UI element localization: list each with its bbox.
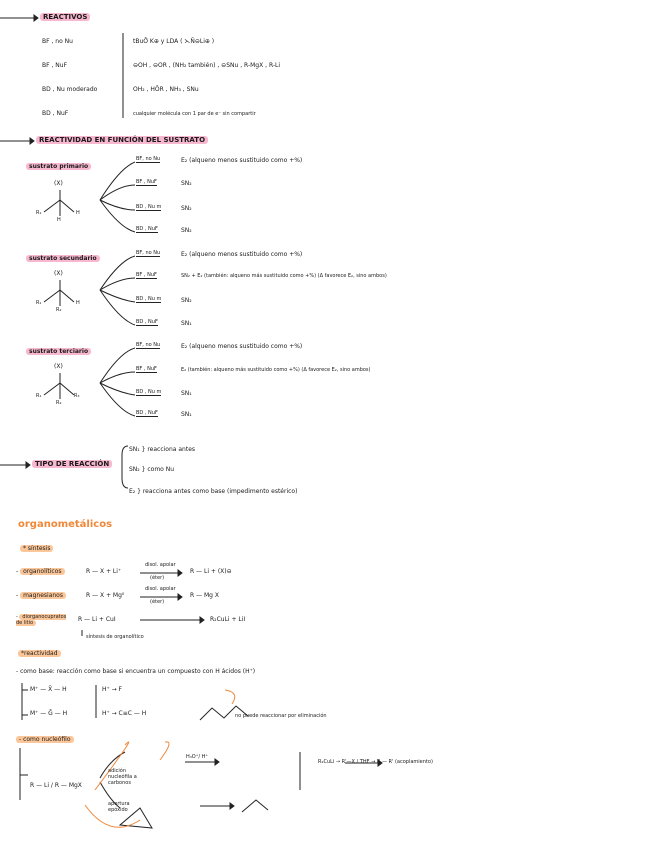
reactivos-reagents-1: tBuŌ̄ K⊕ y LDA ( ⋋N̄⊖Li⊕ ) [133,38,215,45]
sintesis-eq-2: R — X + Mg⁰ [86,592,125,599]
reactivos-label-4: BD , NuF [42,110,69,117]
reactividad-title: REACTIVIDAD EN FUNCIÓN DEL SUSTRATO [36,136,208,144]
group-2-sub-3: H [76,300,80,306]
group-1-result-1: E₂ (alqueno menos sustituido como +%) [181,157,303,164]
tipo-text-1: reacciona antes [147,446,196,453]
group-3-sub-3: R₃ [74,393,80,399]
sintesis-note: síntesis de organolítico [86,634,144,640]
group-1-result-4: SN₂ [181,227,192,234]
nu-item-2: adición nucleófila a carbonos [108,768,137,786]
group-2-key-2: BF , NuF [136,272,157,278]
group-2-name: sustrato secundario [26,255,100,262]
base-item-1: M⁺ — X̄ — H [30,686,67,693]
base-note: no puede reaccionar por eliminación [235,713,327,719]
group-2-sub-1: R₁ [36,300,42,306]
reactivos-reagents-4: cualquier molécula con 1 par de e⁻ sin compartir [133,111,256,117]
group-3-sub-2: R₂ [56,400,62,406]
group-1-key-3: BD , Nu m [136,204,162,210]
sintesis-product-2: R — Mg X [190,592,219,599]
group-1-sub-1: R₁ [36,210,42,216]
sintesis-label-2: magnesianos [20,592,66,599]
tipo-title: TIPO DE REACCIÓN [32,460,112,468]
reactivos-label-1: BF , no Nu [42,38,73,45]
group-2-x: (X) [54,270,63,277]
nu-item-3: apertura epóxido [108,801,130,813]
group-2-result-4: SN₁ [181,320,192,327]
nu-item-1: R — Li / R — MgX [30,782,82,789]
tipo-key-2: SN₂ [129,466,140,473]
group-3-key-2: BF , NuF [136,366,157,372]
nu-title: - como nucleófilo [16,736,74,743]
tipo-text-3: reacciona antes como base (impedimento estérico) [142,488,298,495]
reactivos-title: REACTIVOS [40,13,90,21]
sintesis-arrow-top-1: disol. apolar [145,562,176,568]
group-3-sub-1: R₁ [36,393,42,399]
nu-item-4: H₃O⁺/ H⁺ [186,754,209,760]
reactivos-label-3: BD , Nu moderado [42,86,98,93]
group-1-key-2: BF , NuF [136,179,157,185]
tipo-key-3: E₂ [129,488,136,495]
group-3-x: (X) [54,363,63,370]
group-1-key-4: BD , NuF [136,226,158,232]
group-1-result-3: SN₂ [181,205,192,212]
group-3-key-4: BD , NuF [136,410,158,416]
tipo-key-1: SN₁ [129,446,140,453]
reactividad-org-title: *reactividad [18,650,61,657]
group-3-key-1: BF, no Nu [136,342,161,348]
group-3-result-3: SN₁ [181,390,192,397]
reactivos-label-2: BF , NuF [42,62,68,69]
group-2-key-3: BD , Nu m [136,296,162,302]
base-item-4: H⁺ → C≡C — H [102,710,147,717]
sintesis-product-1: R — Li + (X)⊖ [190,568,232,575]
group-2-key-1: BF, no Nu [136,250,161,256]
sintesis-arrow-bottom-1: (éter) [150,575,165,581]
group-1-name: sustrato primario [26,163,91,170]
sintesis-arrow-bottom-2: (éter) [150,599,165,605]
sintesis-product-3: R₂CuLi + LiI [210,616,246,623]
sintesis-arrow-top-2: disol. apolar [145,586,176,592]
group-3-result-4: SN₁ [181,411,192,418]
base-item-3: H⁺ → F [102,686,122,693]
group-3-key-3: BD , Nu m [136,389,162,395]
group-1-sub-2: H [57,217,61,223]
group-2-result-3: SN₂ [181,297,192,304]
group-2-sub-2: R₂ [56,307,62,313]
sintesis-eq-3: R — Li + CuI [78,616,116,623]
base-title: - como base: reacción como base si encuentra un compuesto con H ácidos (H⁺) [16,668,256,675]
sintesis-label-3: diorganocupratos de litio [16,614,67,626]
sintesis-label-1: organolíticos [20,568,64,575]
sintesis-title: * síntesis [20,545,53,552]
group-1-sub-3: H [76,210,80,216]
group-2-result-2: SN₂ + E₂ (también: alqueno más sustituido como +%) (Δ favorece E₂, sino ambos) [181,273,387,279]
group-3-result-2: E₂ (también: alqueno más sustituido como +%) (Δ favorece E₂, sino ambos) [181,367,371,373]
group-1-key-1: BF, no Nu [136,156,161,162]
group-2-key-4: BD , NuF [136,319,158,325]
organometalicos-title: organometálicos [18,519,113,530]
sintesis-eq-1: R — X + Li⁺ [86,568,122,575]
reactivos-reagents-2: ⊖OH , ⊖OR , (NH₂ también) , ⊖SNu , R-MgX , R-Li [133,62,281,69]
tipo-text-2: como Nu [147,466,175,473]
group-3-name: sustrato terciario [26,348,91,355]
base-item-2: M⁺ — Ḡ — H [30,710,68,717]
reactivos-reagents-3: OH₂ , HŌR , NH₃ , SNu [133,86,199,93]
group-2-result-1: E₂ (alqueno menos sustituido como +%) [181,251,303,258]
nu-item-5: R₂CuLi → R'—X / THF → R — R' (acoplamiento) [318,759,433,765]
group-1-result-2: SN₂ [181,180,192,187]
group-3-result-1: E₂ (alqueno menos sustituido como +%) [181,343,303,350]
group-1-x: (X) [54,180,63,187]
